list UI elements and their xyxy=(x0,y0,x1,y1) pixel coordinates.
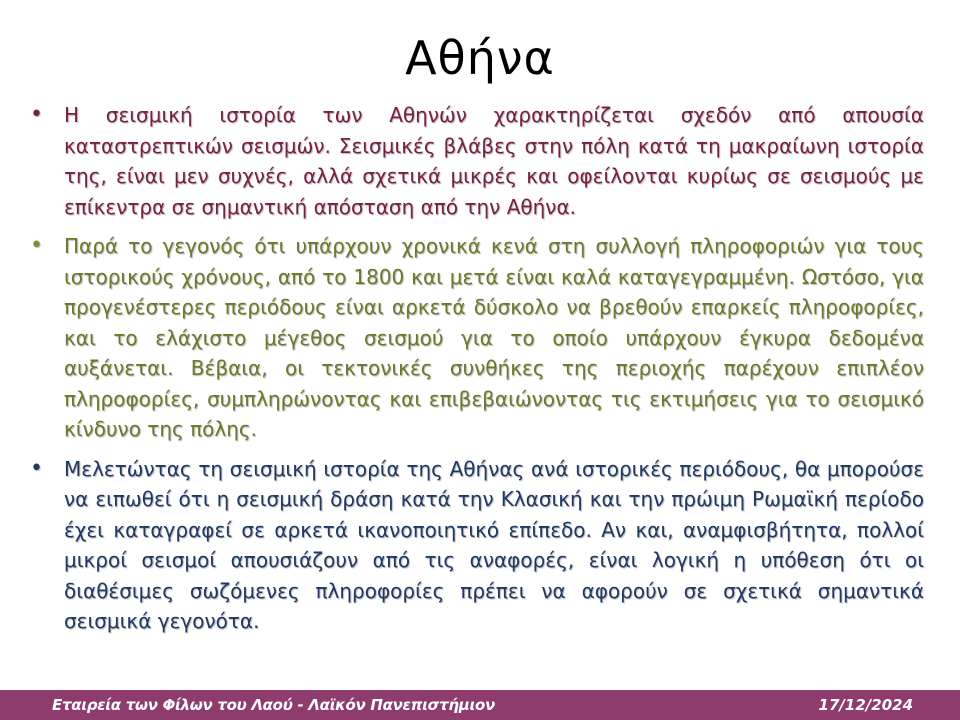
bullet-text-3: Μελετώντας τη σεισμική ιστορία της Αθήνας ανά ιστορικές περιόδους, θα μπορούσε να ειπωθεί ότι η σεισμική δράση κατά την Κλασική και την πρώιμη Ρωμαϊκή περίοδο έχει καταγραφεί σε αρκετά ικανοποιητικό επίπεδο. Αν και, αναμφισβήτητα, πολλοί μικροί σεισμοί απουσιάζουν από τις αναφορές, είναι λογική η υπόθεση ότι οι διαθέσιμες σωζόμενες πληροφορίες πρέπει να αφορούν σε σχετικά σημαντικά σεισμικά γεγονότα. xyxy=(64,456,924,633)
footer-date: 17/12/2024 xyxy=(818,696,913,714)
bullet-item-3 xyxy=(30,454,924,637)
bullet-dot-icon: • xyxy=(30,455,43,481)
bullet-dot-icon: • xyxy=(30,102,43,127)
bullet-text-1: Η σεισμική ιστορία των Αθηνών χαρακτηρίζεται σχεδόν από απουσία καταστρεπτικών σεισμών. Σεισμικές βλάβες στην πόλη κατά τη μακραίωνη ιστορία της, είναι μεν συχνές, αλλά σχετικά μικρές και οφείλονται κυρίως σε σεισμούς με επίκεντρα σε σημαντική απόσταση από την Αθήνα. xyxy=(64,103,924,219)
bullet-dot-icon: • xyxy=(30,233,43,258)
slide-title: Αθήνα xyxy=(405,31,555,85)
bullet-text-2: Παρά το γεγονός ότι υπάρχουν χρονικά κενά στη συλλογή πληροφοριών για τους ιστορικούς χρόνους, από το 1800 και μετά είναι καλά καταγεγραμμένη. Ωστόσο, για προγενέστερες περιόδους είναι αρκετά δύσκολο να βρεθούν επαρκείς πληροφορίες, και το ελάχιστο μέγεθος σεισμού για το οποίο υπάρχουν έγκυρα δεδομένα αυξάνεται. Βέβαια, οι τεκτονικές συνθήκες της περιοχής παρέχουν επιπλέον πληροφορίες, συμπληρώνοντας και επιβεβαιώνοντας τις εκτιμήσεις για το σεισμικό κίνδυνο της πόλης. xyxy=(64,234,924,441)
bullet-item-1 xyxy=(30,100,924,222)
bullet-item-2 xyxy=(30,231,924,445)
bullet-list xyxy=(30,100,924,646)
footer-bar xyxy=(0,690,960,720)
footer-organization: Εταιρεία των Φίλων του Λαού - Λαϊκόν Πανεπιστήμιον xyxy=(52,696,495,714)
